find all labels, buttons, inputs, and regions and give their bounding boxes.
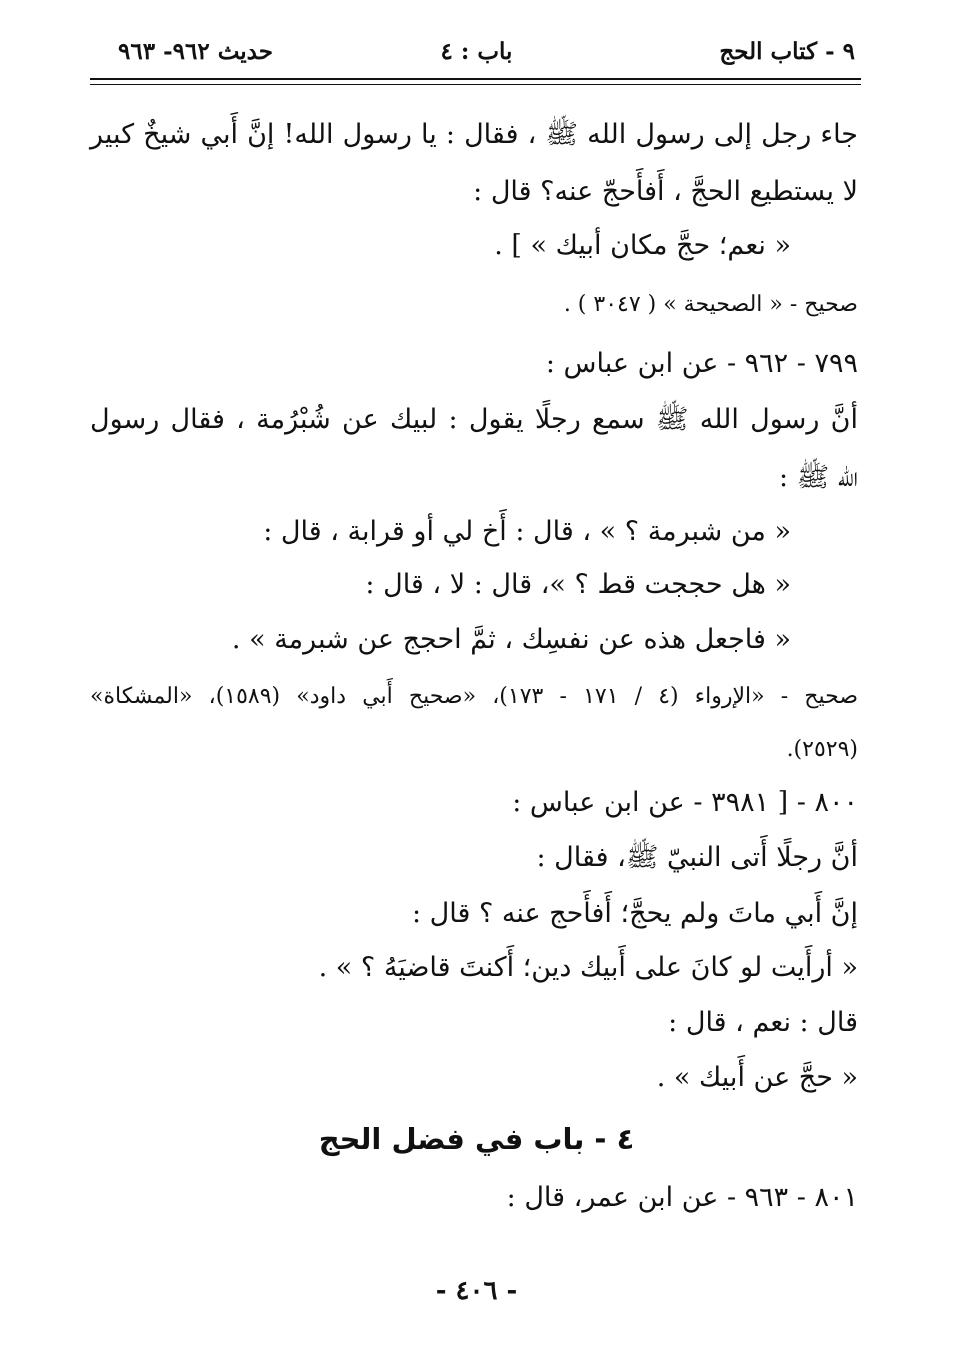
quote-line: « نعم؛ حجَّ مكان أبيك » ] . xyxy=(494,230,791,261)
text-line: أنَّ رسول الله ﷺ سمع رجلًا يقول : لبيك عن شُبْرُمة ، فقال رسول xyxy=(90,404,858,435)
quote-line: « هل حججت قط ؟ »، قال : لا ، قال : xyxy=(365,569,791,600)
quote-line: « من شبرمة ؟ » ، قال : أَخ لي أو قرابة ، قال : xyxy=(263,516,791,547)
hadith-number-line: ٨٠٠ - [ ٣٩٨١ - عن ابن عباس : xyxy=(512,787,858,818)
text-line: إنَّ أَبي ماتَ ولم يحجَّ؛ أَفأَحج عنه ؟ قال : xyxy=(411,898,858,929)
grading-line: صحيح - «الإرواء (٤ / ١٧١ - ١٧٣)، «صحيح أَبي داود» (١٥٨٩)، «المشكاة» xyxy=(90,684,858,709)
grading-line-continued: (٢٥٢٩). xyxy=(786,737,858,762)
section-heading: ٤ - باب في فضل الحج xyxy=(318,1122,635,1156)
running-header-section: باب : ٤ xyxy=(440,38,513,65)
quote-line: « أرأَيت لو كانَ على أَبيك دين؛ أَكنتَ قاضيَهُ ؟ » . xyxy=(318,952,858,983)
text-line: أنَّ رجلًا أَتى النبيّ ﷺ، فقال : xyxy=(536,842,858,873)
quote-line: « حجَّ عن أَبيك » . xyxy=(656,1062,858,1093)
text-line: جاء رجل إلى رسول الله ﷺ ، فقال : يا رسول الله! إنَّ أَبي شيخٌ كبير xyxy=(90,119,858,150)
text-line: لا يستطيع الحجَّ ، أَفأَحجّ عنه؟ قال : xyxy=(473,176,858,207)
hadith-number-line: ٧٩٩ - ٩٦٢ - عن ابن عباس : xyxy=(545,348,858,379)
grading-line: صحيح - « الصحيحة » ( ٣٠٤٧ ) . xyxy=(563,292,858,317)
text-line: الله ﷺ : xyxy=(778,462,858,493)
page-number: - ٤٠٦ - xyxy=(435,1276,518,1306)
header-rule xyxy=(90,78,861,80)
hadith-number-line: ٨٠١ - ٩٦٣ - عن ابن عمر، قال : xyxy=(506,1182,858,1213)
running-header-chapter: ٩ - كتاب الحج xyxy=(719,38,855,65)
header-rule-thin xyxy=(90,84,861,85)
quote-line: « فاجعل هذه عن نفسِك ، ثمَّ احجج عن شبرمة » . xyxy=(231,624,791,655)
text-line: قال : نعم ، قال : xyxy=(668,1007,858,1038)
running-header-hadith-range: حديث ٩٦٢- ٩٦٣ xyxy=(118,38,273,65)
